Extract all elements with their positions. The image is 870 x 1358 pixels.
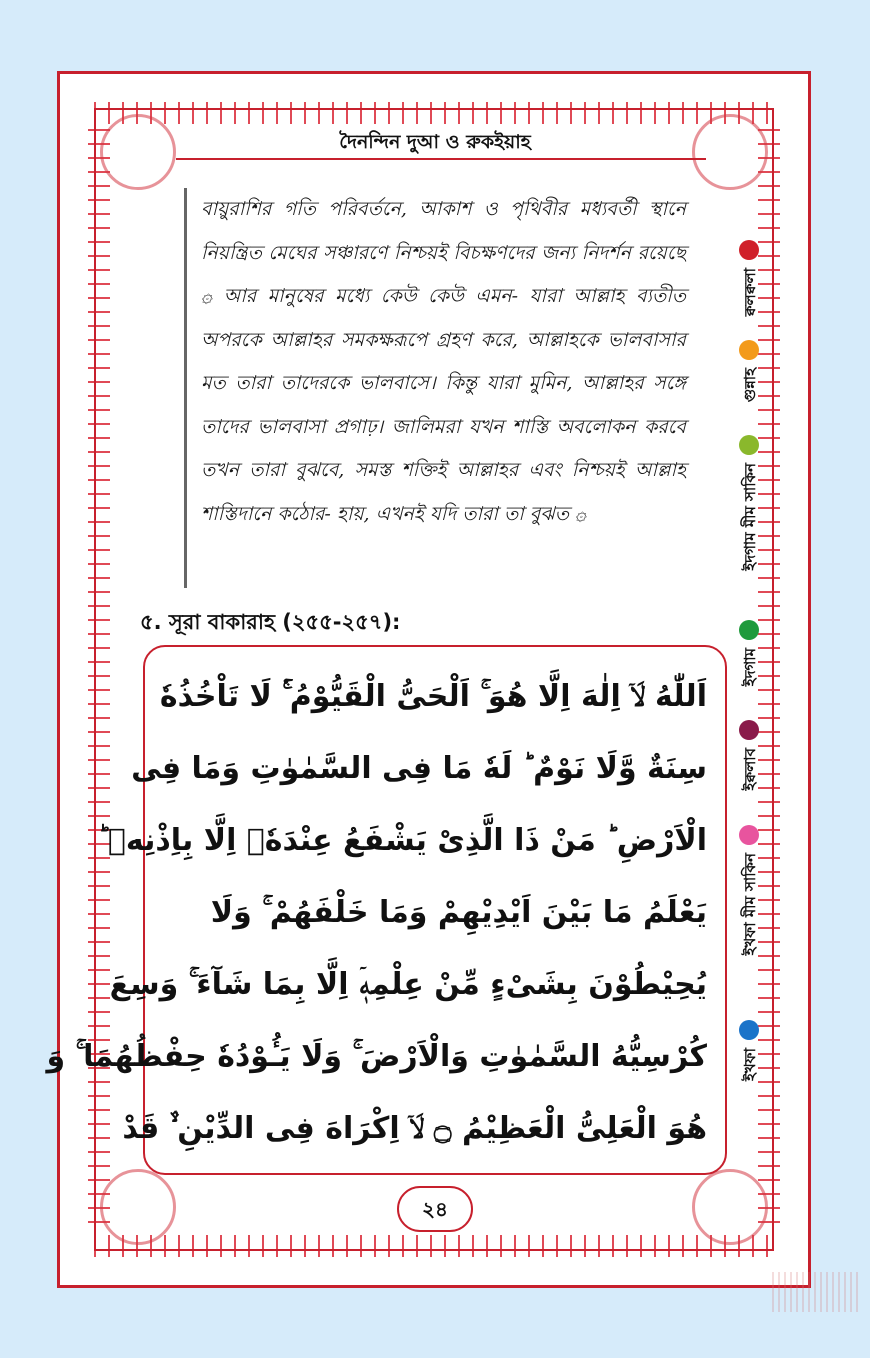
legend-label: গুন্নাহ <box>740 368 759 403</box>
legend-label: ইদগাম <box>740 648 759 687</box>
arabic-line: سِنَةٌ وَّلَا نَوْمٌ ؕ لَهٗ مَا فِی السَّمٰوٰتِ وَمَا فِی <box>131 751 707 786</box>
translation-text: বায়ুরাশির গতি পরিবর্তনে, আকাশ ও পৃথিবীর মধ্যবর্তী স্থানে নিয়ন্ত্রিত মেঘের সঞ্চারণে নিশ্চয়ই বিচক্ষণদের জন্য নিদর্শন রয়েছে ۞ আর মানুষের মধ্যে কেউ কেউ এমন- যারা আল্লাহ ব্যতীত অপরকে আল্লাহর সমকক্ষরূপে গ্রহণ করে, আল্লাহকে ভালবাসার মত তারা তাদেরকে ভালবাসে। কিন্তু যারা মুমিন, আল্লাহর সঙ্গে তাদের ভালবাসা প্রগাঢ়। জালিমরা যখন শাস্তি অবলোকন করবে তখন তারা বুঝবে, সমস্ত শক্তিই আল্লাহর এবং নিশ্চয়ই আল্লাহ শাস্তিদানে কঠোর- হায়, এখনই যদি তারা তা বুঝত ۞ <box>201 198 686 525</box>
page-title: দৈনন্দিন দুআ ও রুকইয়াহ <box>339 131 531 153</box>
legend-item-idgham <box>729 620 769 686</box>
arabic-line: كُرْسِیُّهُ السَّمٰوٰتِ وَالْاَرْضَ ۚ وَلَا یَـُٔوْدُهٗ حِفْظُهُمَا ۚ وَ <box>46 1039 707 1074</box>
arabic-verse-box <box>46 645 727 1175</box>
color-dot-icon <box>739 825 759 845</box>
header-divider <box>176 158 706 160</box>
translation-block <box>184 188 686 588</box>
legend-item-qalqala <box>729 240 769 316</box>
arabic-line: یَعْلَمُ مَا بَیْنَ اَیْدِیْهِمْ وَمَا خَلْفَهُمْ ۚ وَلَا <box>210 895 707 930</box>
legend-label: ক্বলক্বলা <box>740 268 759 317</box>
legend-item-ikhfa-meem-sakin <box>729 825 769 955</box>
page-number: ২৪ <box>397 1186 473 1232</box>
legend-item-ghunnah <box>729 340 769 402</box>
color-dot-icon <box>739 240 759 260</box>
color-dot-icon <box>739 1020 759 1040</box>
legend-label: ইক্বলাব <box>740 748 759 791</box>
section-heading: ৫. সূরা বাকারাহ (২৫৫-২৫৭): <box>140 610 401 634</box>
color-dot-icon <box>739 720 759 740</box>
legend-label: ইদগাম মীম সাকিন <box>740 463 759 571</box>
corner-ornament-icon <box>692 1169 768 1245</box>
legend-item-iqlab <box>729 720 769 790</box>
color-dot-icon <box>739 435 759 455</box>
tajweed-legend <box>729 240 769 1110</box>
legend-label: ইখফা মীম সাকিন <box>740 853 759 956</box>
legend-item-ikhfa <box>729 1020 769 1081</box>
arabic-line: یُحِیْطُوْنَ بِشَیْءٍ مِّنْ عِلْمِهٖۤ اِلَّا بِمَا شَآءَ ۚ وَسِعَ <box>109 967 707 1002</box>
arabic-line: اَللّٰهُ لَاۤ اِلٰهَ اِلَّا هُوَ ۚ اَلْحَیُّ الْقَیُّوْمُ ۚ۬ لَا تَاْخُذُهٗ <box>159 679 707 714</box>
color-dot-icon <box>739 340 759 360</box>
legend-label: ইখফা <box>740 1048 759 1081</box>
legend-item-idgham-meem-sakin <box>729 435 769 571</box>
arabic-line: الْاَرْضِ ؕ مَنْ ذَا الَّذِیْ یَشْفَعُ عِنْدَهٗۤ اِلَّا بِاِذْنِهٖ ؕ <box>97 823 707 858</box>
color-dot-icon <box>739 620 759 640</box>
arabic-line: هُوَ الْعَلِیُّ الْعَظِیْمُ ۝ لَاۤ اِكْرَاهَ فِی الدِّیْنِ ۙ۫ قَدْ <box>122 1111 707 1146</box>
corner-ornament-icon <box>100 1169 176 1245</box>
scan-artifact <box>772 1272 862 1312</box>
